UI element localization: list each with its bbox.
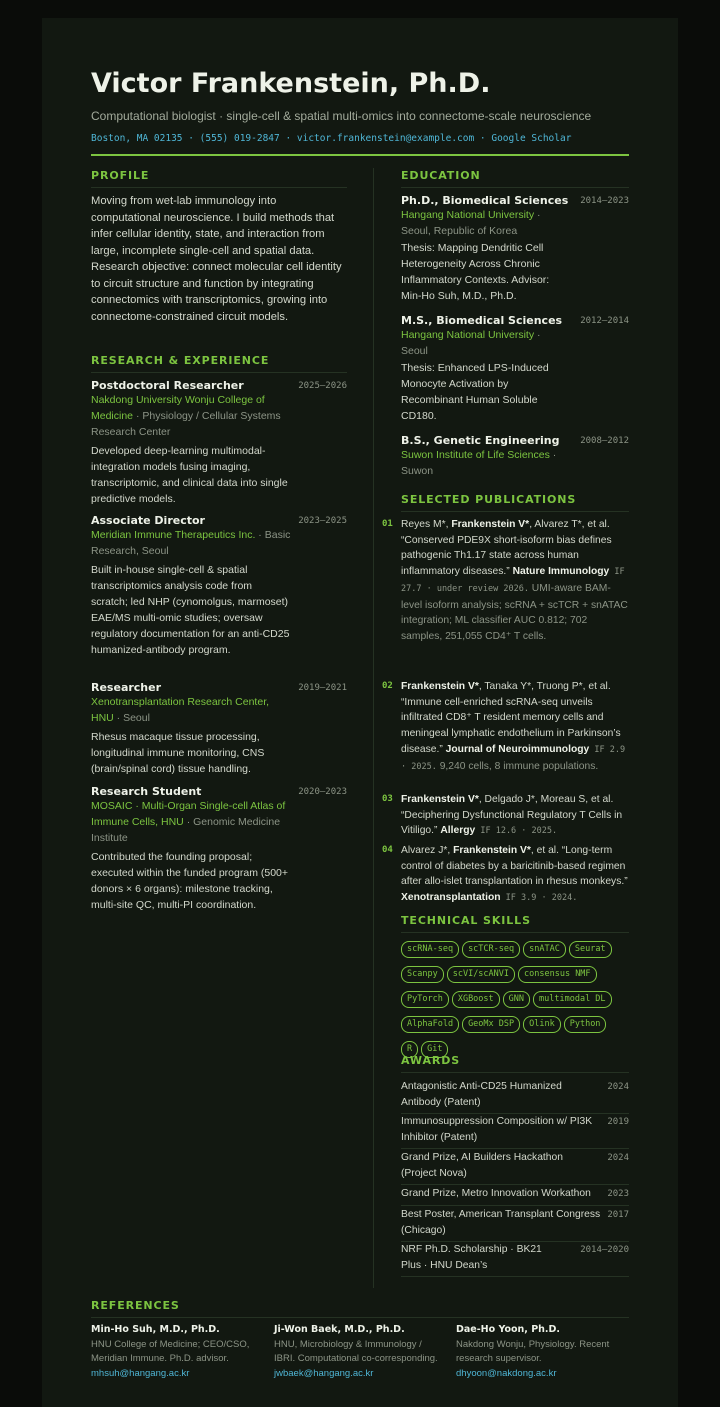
job-description: Built in-house single-cell & spatial transcriptomics analysis code from scratch; led NHP (cynomolgus, marmoset) EAE/MS multi-omic studies; oversaw regulatory documentation for an anti-CD25 humanized-antibody program. [91, 564, 290, 656]
skills-row [401, 938, 641, 963]
school [401, 207, 561, 239]
pub-self-author: Frankenstein V* [401, 681, 479, 692]
skills-row [401, 963, 641, 988]
org-name: MOSAIC · Multi-Organ Single-cell Atlas of Immune Cells, HNU [91, 800, 286, 828]
pub-extra: UMI-aware BAM-level isoform analysis; scRNA + scTCR + snATAC integration; ML classifier AUC 0.812; 702 samples, 251,055 CD4⁺ T cells. [401, 582, 628, 642]
pub-extra: 9,240 cells, 8 immune populations. [436, 760, 599, 772]
school-location: Seoul [401, 345, 428, 357]
pub-journal: Nature Immunology [512, 566, 610, 578]
pub-meta: IF 27.7 · under review 2026. [401, 567, 625, 594]
skill-tag: Git [421, 1041, 448, 1058]
profile-heading: PROFILE [91, 169, 347, 188]
experience-entry [91, 681, 347, 777]
skill-tag: consensus NMF [518, 966, 597, 983]
award-title: Grand Prize, Metro Innovation Workathon [401, 1188, 591, 1199]
publication-item [382, 792, 629, 840]
pub-self-author: Frankenstein V* [453, 845, 531, 856]
skill-tag: XGBoost [452, 991, 500, 1008]
award-year: 2024 [607, 1082, 629, 1092]
pub-number: 01 [382, 519, 393, 529]
job-years: 2025–2026 [298, 381, 347, 391]
job-org [91, 694, 291, 726]
skill-tag: scTCR-seq [462, 941, 520, 958]
skill-tag: GeoMx DSP [462, 1016, 520, 1033]
references-heading: REFERENCES [91, 1299, 629, 1318]
reference-desc: HNU College of Medicine; CEO/CSO, Meridian Immune. Ph.D. advisor. [91, 1338, 250, 1364]
pub-authors-pre: Alvarez J*, [401, 845, 454, 856]
org-name: Meridian Immune Therapeutics Inc. [91, 529, 256, 541]
resume-page [42, 18, 678, 1407]
publication-item [382, 679, 629, 775]
name-heading: Victor Frankenstein, Ph.D. [91, 68, 491, 99]
award-item [401, 1207, 629, 1242]
pub-meta: IF 3.9 · 2024. [500, 893, 578, 904]
job-description: Contributed the founding proposal; executed within the funded program (500+ donors × 6 organs): milestone tracking, multi-site QC, multi-PI coordination. [91, 851, 289, 911]
pub-journal: Journal of Neuroimmunology [445, 743, 590, 755]
job-description: Rhesus macaque tissue processing, longitudinal immune monitoring, CNS (brain/spinal cord) tissue handling. [91, 731, 265, 775]
reference-name: Min-Ho Suh, M.D., Ph.D. [91, 1324, 220, 1335]
thesis: Thesis: Mapping Dendritic Cell Heterogeneity Across Chronic Inflammatory Contexts. Advisor: Min-Ho Suh, M.D., Ph.D. [401, 242, 550, 302]
skill-tag: AlphaFold [401, 1016, 459, 1033]
pub-journal: Allergy [440, 825, 476, 837]
reference-item [91, 1323, 261, 1381]
award-item [401, 1242, 629, 1277]
publication-item [382, 517, 629, 645]
reference-name: Dae-Ho Yoon, Ph.D. [456, 1324, 561, 1335]
degree-title: B.S., Genetic Engineering [401, 434, 560, 447]
job-org [91, 527, 291, 559]
school [401, 327, 561, 359]
school-sep: · [549, 449, 557, 461]
org-dept: · Genomic Medicine Institute [91, 816, 281, 844]
pub-authors-title: , et al. “Long-term control of diabetes by a baricitinib-based regimen after allo-islet transplantation in rhesus monkeys.” [401, 845, 628, 888]
skill-tag: multimodal DL [533, 991, 612, 1008]
awards-heading: AWARDS [401, 1054, 629, 1073]
pub-authors-title: , Tanaka Y*, Truong P*, et al. “Immune cell-enriched scRNA-seq unveils infiltrated CD8⁺ T resident memory cells and meningeal lymphatic endothelium in Parkinson’s disease.” [401, 681, 621, 755]
education-entry [401, 194, 629, 304]
pub-authors-title: , Alvarez T*, et al. “Conserved PDE9X short-isoform bias defines pathogenic Th1.17 state across human inflammatory diseases.” [401, 519, 612, 578]
thesis: Thesis: Enhanced LPS-Induced Monocyte Activation by Recombinant Human Soluble CD180. [401, 362, 549, 422]
award-year: 2014–2020 [580, 1245, 629, 1255]
skill-tag: Olink [523, 1016, 561, 1033]
org-name: Nakdong University Wonju College of Medicine [91, 394, 265, 422]
degree-years: 2012–2014 [580, 316, 629, 326]
job-years: 2023–2025 [298, 516, 347, 526]
pub-number: 03 [382, 794, 393, 804]
award-year: 2019 [607, 1117, 629, 1127]
skill-tag: Scanpy [401, 966, 444, 983]
job-org [91, 392, 291, 440]
award-item [401, 1186, 629, 1206]
reference-desc: HNU, Microbiology & Immunology / IBRI. Computational co-corresponding. [274, 1338, 438, 1364]
pub-self-author: Frankenstein V* [451, 519, 530, 530]
skill-tag: Seurat [569, 941, 612, 958]
header-rule [91, 154, 629, 156]
profile-text: Moving from wet-lab immunology into computational neuroscience. I build methods that infer cellular identity, state, and interaction from large, incomplete single-cell and spatial data. Research objective: connect molecular cell identity to circuit structure and function by integrating connectomics with transcriptomics, growing into connectome-constrained circuit models. [91, 195, 342, 323]
skill-tag: snATAC [523, 941, 566, 958]
award-title: NRF Ph.D. Scholarship · BK21 Plus · HNU Dean’s [401, 1244, 542, 1271]
column-divider [373, 168, 374, 1288]
tagline: Computational biologist · single-cell & spatial multi-omics into connectome-scale neuroscience [91, 109, 592, 123]
award-year: 2024 [607, 1153, 629, 1163]
school-location: Seoul, Republic of Korea [401, 225, 518, 237]
pub-authors-title: , Delgado J*, Moreau S, et al. “Deciphering Dysfunctional Regulatory T Cells in Vitiligo.” [401, 794, 623, 837]
award-item [401, 1079, 629, 1114]
pub-number: 04 [382, 845, 393, 855]
pub-authors-pre: Reyes M*, [401, 519, 452, 530]
reference-email-link[interactable]: jwbaek@hangang.ac.kr [274, 1367, 374, 1379]
job-years: 2019–2021 [298, 683, 347, 693]
experience-entry [91, 379, 347, 507]
experience-entry [91, 785, 347, 913]
skill-tag: R [401, 1041, 418, 1058]
award-year: 2023 [607, 1189, 629, 1199]
award-item [401, 1150, 629, 1185]
org-dept: · Basic Research, Seoul [91, 529, 291, 557]
school [401, 447, 571, 479]
pub-number: 02 [382, 681, 393, 691]
job-description: Developed deep-learning multimodal-integration models fusing imaging, transcriptomic, and clinical data into single predictive models. [91, 445, 288, 505]
experience-entry [91, 514, 347, 658]
skills-row [401, 1013, 641, 1038]
pub-self-author: Frankenstein V* [401, 794, 479, 805]
award-year: 2017 [607, 1210, 629, 1220]
publications-heading: SELECTED PUBLICATIONS [401, 493, 629, 512]
award-title: Grand Prize, AI Builders Hackathon (Project Nova) [401, 1152, 563, 1179]
education-entry [401, 314, 629, 424]
skill-tag: GNN [503, 991, 530, 1008]
degree-title: M.S., Biomedical Sciences [401, 314, 563, 327]
experience-heading: RESEARCH & EXPERIENCE [91, 354, 347, 373]
pub-meta: IF 2.9 · 2025. [401, 744, 626, 772]
degree-years: 2014–2023 [580, 196, 629, 206]
contact-line[interactable]: Boston, MA 02135 · (555) 019-2847 · victor.frankenstein@example.com · Google Scholar [91, 133, 572, 144]
skill-tag: scRNA-seq [401, 941, 459, 958]
job-title: Postdoctoral Researcher [91, 379, 244, 392]
reference-desc: Nakdong Wonju, Physiology. Recent research supervisor. [456, 1338, 610, 1364]
school-name: Hangang National University [401, 209, 535, 221]
org-dept: · Physiology / Cellular Systems Research Center [91, 410, 281, 438]
skill-tag: scVI/scANVI [447, 966, 515, 983]
reference-name: Ji-Won Baek, M.D., Ph.D. [274, 1324, 405, 1335]
education-entry [401, 434, 629, 479]
org-dept: · Seoul [113, 712, 150, 724]
reference-item [274, 1323, 444, 1381]
school-sep: · [534, 329, 541, 341]
school-name: Hangang National University [401, 329, 535, 341]
skill-tag: PyTorch [401, 991, 449, 1008]
education-heading: EDUCATION [401, 169, 629, 188]
reference-email-link[interactable]: dhyoon@nakdong.ac.kr [456, 1367, 557, 1379]
award-title: Immunosuppression Composition w/ PI3K Inhibitor (Patent) [401, 1116, 593, 1143]
org-name: Xenotransplantation Research Center, HNU [91, 696, 270, 724]
job-title: Research Student [91, 785, 202, 798]
skill-tag: Python [564, 1016, 607, 1033]
reference-email-link[interactable]: mhsuh@hangang.ac.kr [91, 1367, 190, 1379]
skills-tags [401, 938, 641, 1063]
pub-meta: IF 12.6 · 2025. [475, 826, 558, 837]
degree-title: Ph.D., Biomedical Sciences [401, 194, 569, 207]
school-name: Suwon Institute of Life Sciences [401, 449, 550, 461]
school-sep: · [534, 209, 541, 221]
award-title: Antagonistic Anti-CD25 Humanized Antibody (Patent) [401, 1081, 562, 1108]
job-title: Associate Director [91, 514, 205, 527]
school-location: Suwon [401, 465, 434, 477]
job-title: Researcher [91, 681, 162, 694]
job-org [91, 798, 291, 846]
award-item [401, 1114, 629, 1149]
skills-heading: TECHNICAL SKILLS [401, 914, 629, 933]
award-title: Best Poster, American Transplant Congress (Chicago) [401, 1209, 601, 1236]
skills-row [401, 988, 641, 1013]
degree-years: 2008–2012 [580, 436, 629, 446]
reference-item [456, 1323, 626, 1381]
pub-journal: Xenotransplantation [401, 892, 501, 904]
publication-item [382, 843, 629, 907]
job-years: 2020–2023 [298, 787, 347, 797]
